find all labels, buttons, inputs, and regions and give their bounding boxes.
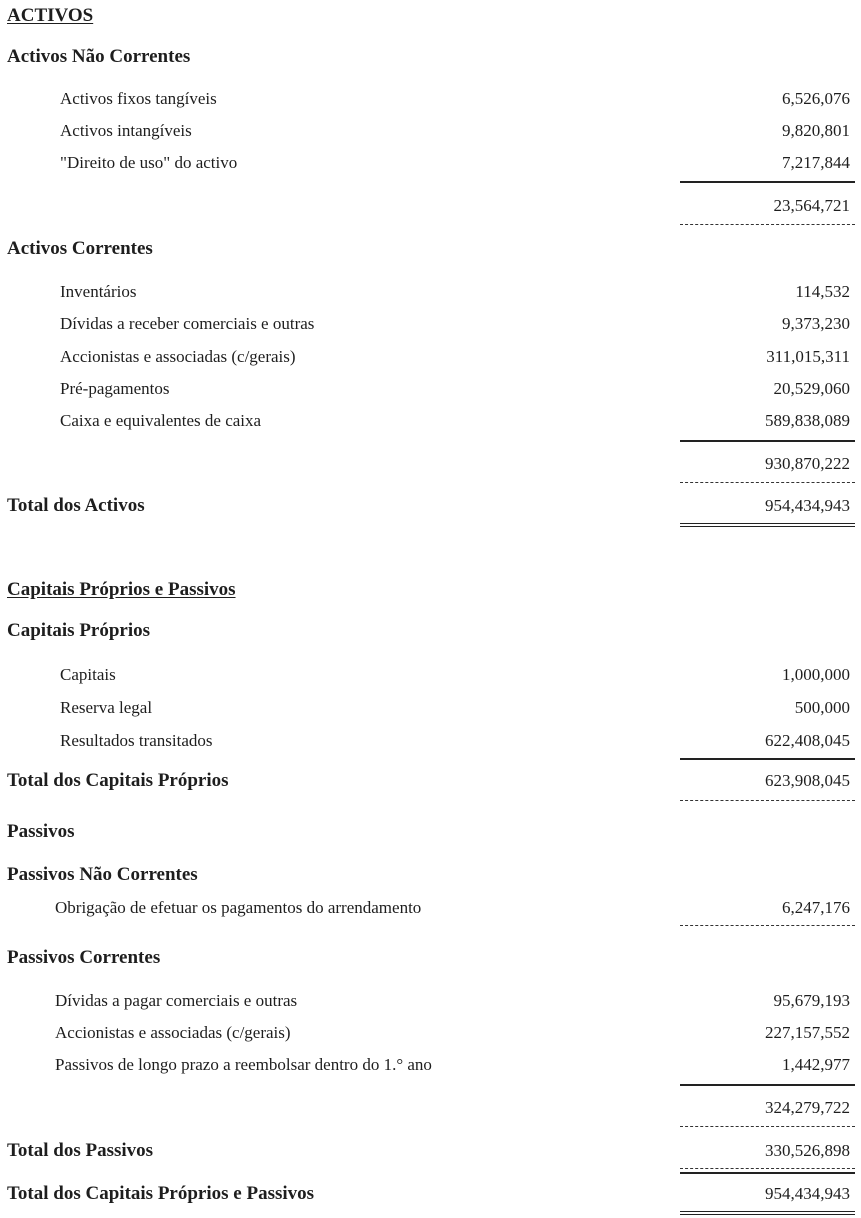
- line-item-value: 114,532: [795, 282, 850, 301]
- line-item-label: Activos intangíveis: [60, 121, 192, 140]
- line-item-label: Dívidas a receber comerciais e outras: [60, 314, 315, 333]
- line-item: [0, 280, 861, 304]
- total-liabilities-row: [0, 1139, 861, 1163]
- non-current-liabilities-heading: Passivos Não Correntes: [7, 864, 198, 885]
- line-item-label: Reserva legal: [60, 698, 153, 717]
- line-item-value: 311,015,311: [766, 347, 850, 366]
- line-item-label: Passivos de longo prazo a reembolsar dentro do 1.° ano: [55, 1055, 432, 1074]
- current-assets-subtotal: 930,870,222: [765, 454, 850, 473]
- grand-total-row: [0, 1182, 861, 1206]
- liabilities-heading: Passivos: [7, 821, 75, 842]
- current-liabilities-heading-row: [0, 946, 861, 970]
- grand-total-value: 954,434,943: [765, 1184, 850, 1203]
- grand-total-label: Total dos Capitais Próprios e Passivos: [7, 1183, 315, 1204]
- liabilities-heading-row: [0, 820, 861, 844]
- line-item-label: Accionistas e associadas (c/gerais): [55, 1023, 291, 1042]
- line-item: [0, 989, 861, 1013]
- subtotal-rule: [680, 440, 855, 442]
- total-equity-row: [0, 769, 861, 793]
- non-current-assets-subtotal: 23,564,721: [773, 196, 850, 215]
- total-liabilities-label: Total dos Passivos: [7, 1140, 154, 1161]
- line-item: [0, 1053, 861, 1077]
- line-item: [0, 409, 861, 433]
- total-equity-value: 623,908,045: [765, 771, 850, 790]
- subtotal-rule: [680, 181, 855, 183]
- total-solid-rule: [680, 1172, 855, 1174]
- line-item-value: 6,526,076: [782, 89, 850, 108]
- line-item-value: 7,217,844: [782, 153, 850, 172]
- subtotal-rule: [680, 758, 855, 760]
- line-item-label: Accionistas e associadas (c/gerais): [60, 347, 296, 366]
- line-item-value: 622,408,045: [765, 731, 850, 750]
- subtotal-dashed-rule: [680, 800, 855, 801]
- total-assets-value: 954,434,943: [765, 496, 850, 515]
- assets-heading: ACTIVOS: [7, 5, 94, 26]
- subtotal-dashed-rule: [680, 482, 855, 483]
- subtotal-dashed-rule: [680, 1126, 855, 1127]
- line-item: [0, 663, 861, 687]
- total-liabilities-value: 330,526,898: [765, 1141, 850, 1160]
- line-item: [0, 119, 861, 143]
- line-item-label: Activos fixos tangíveis: [60, 89, 217, 108]
- equity-liabilities-heading-row: [0, 578, 861, 602]
- line-item: [0, 345, 861, 369]
- total-dashed-rule: [680, 1168, 855, 1169]
- subtotal-rule: [680, 1084, 855, 1086]
- total-assets-label: Total dos Activos: [7, 495, 145, 516]
- subtotal-row: [0, 452, 861, 476]
- line-item: [0, 729, 861, 753]
- current-assets-heading: Activos Correntes: [7, 238, 153, 259]
- total-double-rule: [680, 523, 855, 527]
- line-item-label: Resultados transitados: [60, 731, 213, 750]
- line-item-label: Obrigação de efetuar os pagamentos do arrendamento: [55, 898, 422, 917]
- line-item-value: 500,000: [794, 698, 850, 717]
- line-item-label: Pré-pagamentos: [60, 379, 170, 398]
- non-current-liabilities-heading-row: [0, 863, 861, 887]
- line-item: [0, 87, 861, 111]
- subtotal-dashed-rule: [680, 925, 855, 926]
- current-liabilities-heading: Passivos Correntes: [7, 947, 161, 968]
- subtotal-row: [0, 194, 861, 218]
- line-item: [0, 1021, 861, 1045]
- current-liabilities-subtotal: 324,279,722: [765, 1098, 850, 1117]
- total-equity-label: Total dos Capitais Próprios: [7, 770, 229, 791]
- subtotal-row: [0, 1096, 861, 1120]
- equity-liabilities-heading: Capitais Próprios e Passivos: [7, 579, 236, 600]
- line-item-value: 9,820,801: [782, 121, 850, 140]
- line-item-value: 227,157,552: [765, 1023, 850, 1042]
- line-item-label: Caixa e equivalentes de caixa: [60, 411, 262, 430]
- line-item: [0, 312, 861, 336]
- line-item: [0, 377, 861, 401]
- line-item-label: Inventários: [60, 282, 137, 301]
- subtotal-dashed-rule: [680, 224, 855, 225]
- assets-heading-row: [0, 4, 861, 28]
- line-item: [0, 151, 861, 175]
- line-item-value: 1,000,000: [782, 665, 850, 684]
- line-item-value: 95,679,193: [773, 991, 850, 1010]
- line-item-value: 1,442,977: [782, 1055, 850, 1074]
- line-item-value: 589,838,089: [765, 411, 850, 430]
- non-current-assets-heading: Activos Não Correntes: [7, 46, 191, 67]
- equity-heading-row: [0, 619, 861, 643]
- line-item-label: "Direito de uso" do activo: [60, 153, 238, 172]
- equity-heading: Capitais Próprios: [7, 620, 151, 641]
- current-assets-heading-row: [0, 237, 861, 261]
- line-item: [0, 896, 861, 920]
- line-item-value: 20,529,060: [773, 379, 850, 398]
- grand-total-double-rule: [680, 1211, 855, 1215]
- line-item-label: Dívidas a pagar comerciais e outras: [55, 991, 298, 1010]
- line-item-value: 9,373,230: [782, 314, 850, 333]
- line-item-label: Capitais: [60, 665, 116, 684]
- line-item-value: 6,247,176: [782, 898, 850, 917]
- total-assets-row: [0, 494, 861, 518]
- non-current-assets-heading-row: [0, 45, 861, 69]
- line-item: [0, 696, 861, 720]
